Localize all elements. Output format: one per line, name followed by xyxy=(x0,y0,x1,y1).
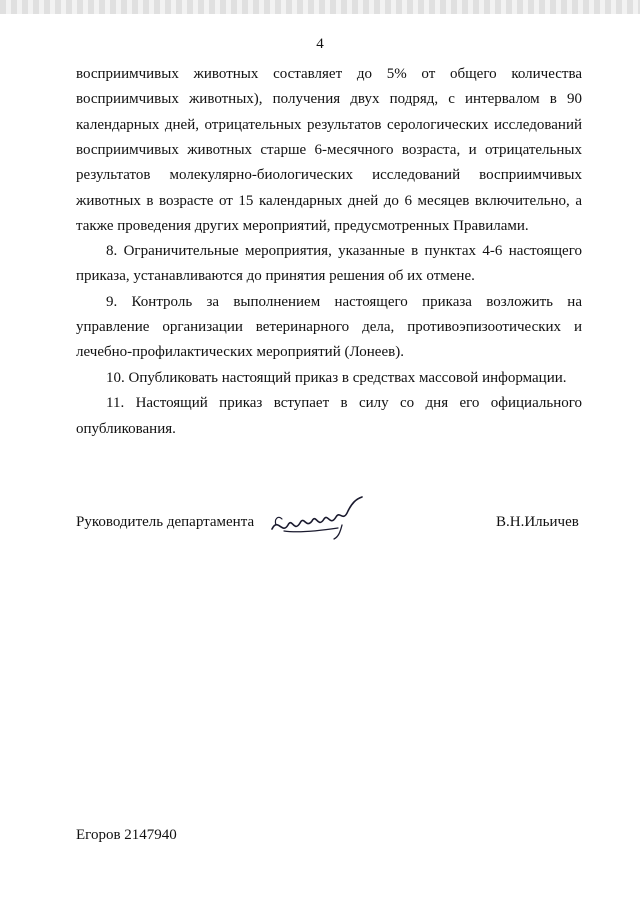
signatory-name: В.Н.Ильичев xyxy=(496,514,579,530)
paragraph-9-line-3: лечебно-профилактических мероприятий (Лонеев). xyxy=(76,344,404,360)
paragraph-7-line-6: животных в возрасте от 15 календарных дней до 6 месяцев включительно, а xyxy=(76,193,582,209)
handwritten-signature xyxy=(268,495,368,540)
page-number: 4 xyxy=(316,36,324,52)
paragraph-11-line-1: 11. Настоящий приказ вступает в силу со дня его официального xyxy=(106,395,582,411)
paragraph-7-line-2: восприимчивых животных), получения двух подряд, с интервалом в 90 xyxy=(76,91,582,107)
paragraph-8-line-1: 8. Ограничительные мероприятия, указанные в пунктах 4-6 настоящего xyxy=(106,243,582,259)
paragraph-9-line-2: управление организации ветеринарного дела, противоэпизоотических и xyxy=(76,319,582,335)
paragraph-7-line-5: результатов молекулярно-биологических исследований восприимчивых xyxy=(76,167,582,183)
paragraph-11-line-2: опубликования. xyxy=(76,421,176,437)
paragraph-7-line-7: также проведения других мероприятий, предусмотренных Правилами. xyxy=(76,218,529,234)
paragraph-8-line-2: приказа, устанавливаются до принятия решения об их отмене. xyxy=(76,268,475,284)
paragraph-7-line-3: календарных дней, отрицательных результатов серологических исследований xyxy=(76,117,582,133)
paragraph-10-line-1: 10. Опубликовать настоящий приказ в средствах массовой информации. xyxy=(106,370,567,386)
paragraph-7-line-4: восприимчивых животных старше 6-месячного возраста, и отрицательных xyxy=(76,142,582,158)
executor-note: Егоров 2147940 xyxy=(76,827,177,843)
paragraph-9-line-1: 9. Контроль за выполнением настоящего приказа возложить на xyxy=(106,294,582,310)
signatory-title: Руководитель департамента xyxy=(76,514,255,530)
paragraph-7-line-1: восприимчивых животных составляет до 5% от общего количества xyxy=(76,66,582,82)
scan-top-edge xyxy=(0,0,640,14)
